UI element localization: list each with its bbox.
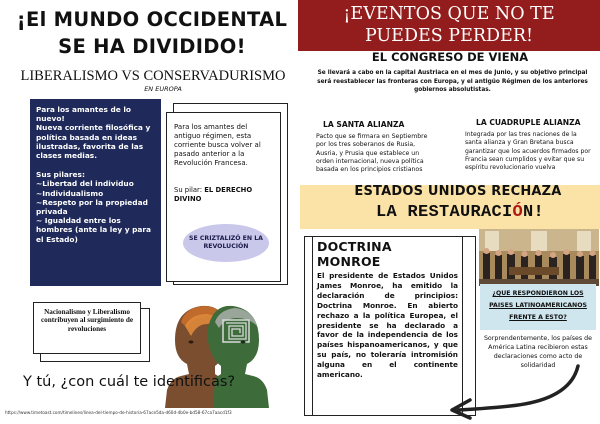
banner-line-1: ¡EVENTOS QUE NO TE — [343, 4, 555, 24]
two-heads-illustration — [163, 292, 271, 408]
restoration-title — [324, 203, 596, 222]
holy-alliance-body: Pacto que se firmara en Septiembre por los tres soberanos de Rusia, Ausria, y Prusia que establece un orden internacional, nueva política basada en los principios cristianos — [316, 133, 428, 174]
arrow-icon — [440, 360, 590, 420]
liberalism-intro: Para los amantes de lo nuevo! Nueva corriente filosófica y política basada en ideas ilustradas, favorita de las clases medias. — [36, 105, 151, 161]
headline-line-2: SE HA DIVIDIDO! — [58, 35, 246, 58]
source-url[interactable]: https://www.timetoast.com/timelines/linea-del-tiempo-de-historia-67ace5da-d60d-4b0e-bd58-67ca7aacd1f3 — [5, 410, 232, 415]
subheadline-note: EN EUROPA — [144, 85, 182, 93]
question-text: Y tú, ¿con cuál te identificas? — [23, 374, 236, 390]
congress-painting-image — [479, 229, 599, 286]
banner-line-2: PUEDES PERDER! — [364, 26, 534, 46]
nationalism-note: Nacionalismo y Liberalismo contribuyen al surgimiento de revoluciones — [33, 302, 141, 354]
restoration-title-main: LA RESTAURACI — [375, 203, 513, 222]
monroe-doctrine-body: El presidente de Estados Unidos James Monroe, ha emitido la declaración de principios: Doctrina Monroe. En abierto rechazo a la política Europea, el presidente se ha declarado a favor de la independencia de los países hispanoamericanos, y que su país, no toleraría intromisión alguna en el continente americano. — [317, 271, 458, 380]
latam-response-body: Sorprendentemente, los países de América Latina recibieron estas declaraciones como acto de solidaridad — [483, 335, 593, 369]
oval-text: SE CRIZTALIZÓ EN LA REVOLUCIÓN — [189, 235, 263, 250]
restoration-title-end: N! — [523, 203, 545, 222]
vienna-congress-body: Se llevará a cabo en la capital Austriaca en el mes de Junio, y su objetivo principal será reestablecer las fronteras con Europa, y el antigüo Régimen de los anteriores gobiernos absolutistas. — [317, 70, 588, 94]
monroe-doctrine-title: DOCTRINA MONROE — [317, 239, 392, 269]
events-banner — [298, 0, 600, 51]
latam-response-question: ¿QUE RESPONDIERON LOS PAISES LATINOAMERICANOS FRENTE A ESTO? — [489, 290, 587, 321]
conservatism-intro: Para los amantes del antiguo régimen, esta corriente busca volver al pasado anterior a la Revolución Francesa. — [174, 123, 261, 167]
conservatism-pillar — [174, 186, 275, 204]
restoration-title-accent: Ó — [512, 203, 524, 222]
revolution-oval — [183, 224, 269, 262]
vienna-congress-title: EL CONGRESO DE VIENA — [371, 50, 529, 64]
liberalism-pillars: Sus pilares: ~Libertad del individuo ~Individualismo ~Respeto por la propiedad privada ~ Igualdad entre los hombres (ante la ley y para el Estado) — [36, 170, 152, 244]
main-headline — [4, 6, 300, 60]
subheadline: LIBERALISMO VS CONSERVADURISMO — [20, 68, 286, 84]
headline-line-1: ¡El MUNDO OCCIDENTAL — [16, 8, 288, 31]
quadruple-alliance-title: LA CUADRUPLE ALIANZA — [476, 118, 581, 127]
liberalism-box — [30, 99, 161, 286]
usa-title: ESTADOS UNIDOS RECHAZA — [354, 184, 562, 199]
latam-response-box — [480, 284, 596, 330]
quadruple-alliance-body: Integrada por las tres naciones de la santa alianza y Gran Bretana busca garantizar que los acuerdos firmados por Francia sean cumplidos y evitar que su espíritu revolucionario vuelva — [465, 131, 591, 172]
pillar-label: Su pilar: — [174, 186, 203, 194]
holy-alliance-title: LA SANTA ALIANZA — [323, 120, 405, 129]
pillar-value: EL DERECHO DIVINO — [174, 186, 253, 203]
